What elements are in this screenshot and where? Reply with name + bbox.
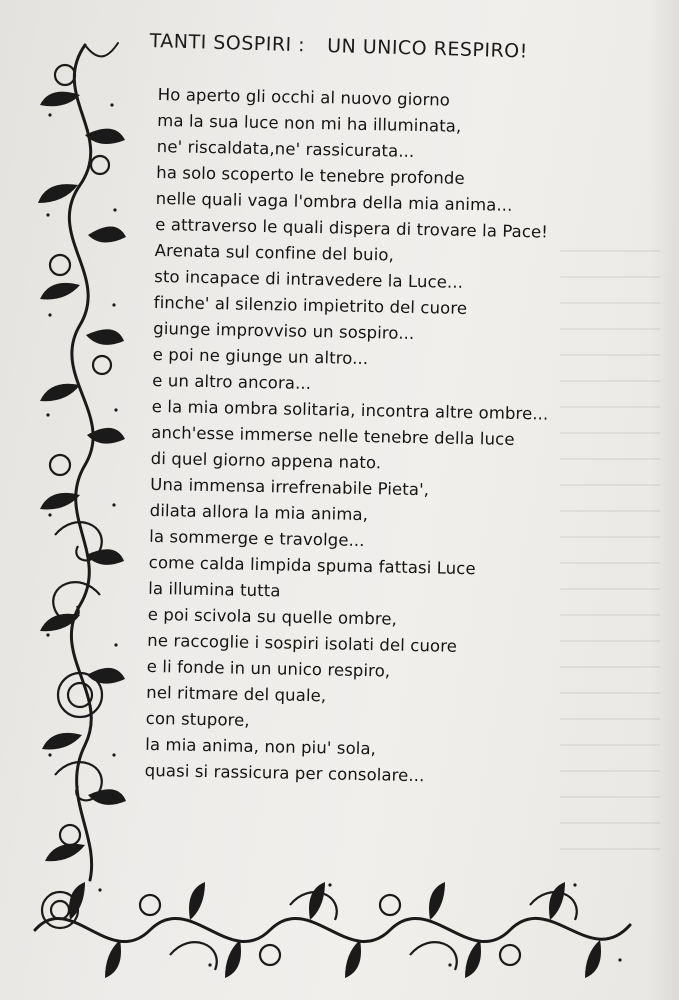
poem-line: come calda limpida spuma fattasi Luce [148, 552, 476, 579]
poem-line: e un altro ancora... [152, 370, 312, 393]
poem-line: la sommerge e travolge... [149, 526, 365, 551]
floral-border-bottom-icon [30, 870, 640, 980]
title-part-1: TANTI SOSPIRI : [149, 30, 306, 57]
poem-line: nel ritmare del quale, [146, 682, 327, 706]
poem-line: con stupore, [145, 708, 250, 730]
poem-line: ma la sua luce non mi ha illuminata, [157, 110, 462, 136]
poem-body [145, 82, 658, 793]
poem-line: ne raccoglie i sospiri isolati del cuore [147, 630, 458, 656]
poem-line: e li fonde in un unico respiro, [146, 656, 391, 681]
poem-line: e la mia ombra solitaria, incontra altre ombre... [151, 396, 549, 424]
poem-line: dilata allora la mia anima, [149, 500, 369, 525]
poem-line: Una immensa irrefrenabile Pieta', [150, 474, 430, 500]
left-leaves [38, 92, 126, 862]
title-part-2: UN UNICO RESPIRO! [326, 34, 529, 63]
floral-border-left-icon [30, 35, 130, 885]
poem-line: anch'esse immerse nelle tenebre della luce [151, 422, 515, 449]
poem-line: e attraverso le quali dispera di trovare la Pace! [155, 214, 549, 242]
poem-line: sto incapace di intravedere la Luce... [154, 266, 464, 292]
poem-line: nelle quali vaga l'ombra della mia anima... [155, 188, 513, 215]
poem-title [149, 30, 649, 66]
poem-line: ne' riscaldata,ne' rassicurata... [156, 136, 415, 161]
poem-line: quasi si rassicura per consolare... [144, 760, 425, 786]
poem-line: la illumina tutta [148, 578, 281, 601]
poem-line: ha solo scoperto le tenebre profonde [156, 162, 465, 188]
poem-line: Ho aperto gli occhi al nuovo giorno [157, 84, 451, 110]
poem-line: di quel giorno appena nato. [150, 448, 382, 473]
poem-line: finche' al silenzio impietrito del cuore [153, 292, 468, 318]
poem-line: e poi scivola su quelle ombre, [147, 604, 398, 629]
poem-line: e poi ne giunge un altro... [152, 344, 369, 369]
poem-line: Arenata sul confine del buio, [154, 240, 395, 265]
poem-line: la mia anima, non piu' sola, [145, 734, 377, 759]
poem-line: giunge improvviso un sospiro... [153, 318, 415, 343]
